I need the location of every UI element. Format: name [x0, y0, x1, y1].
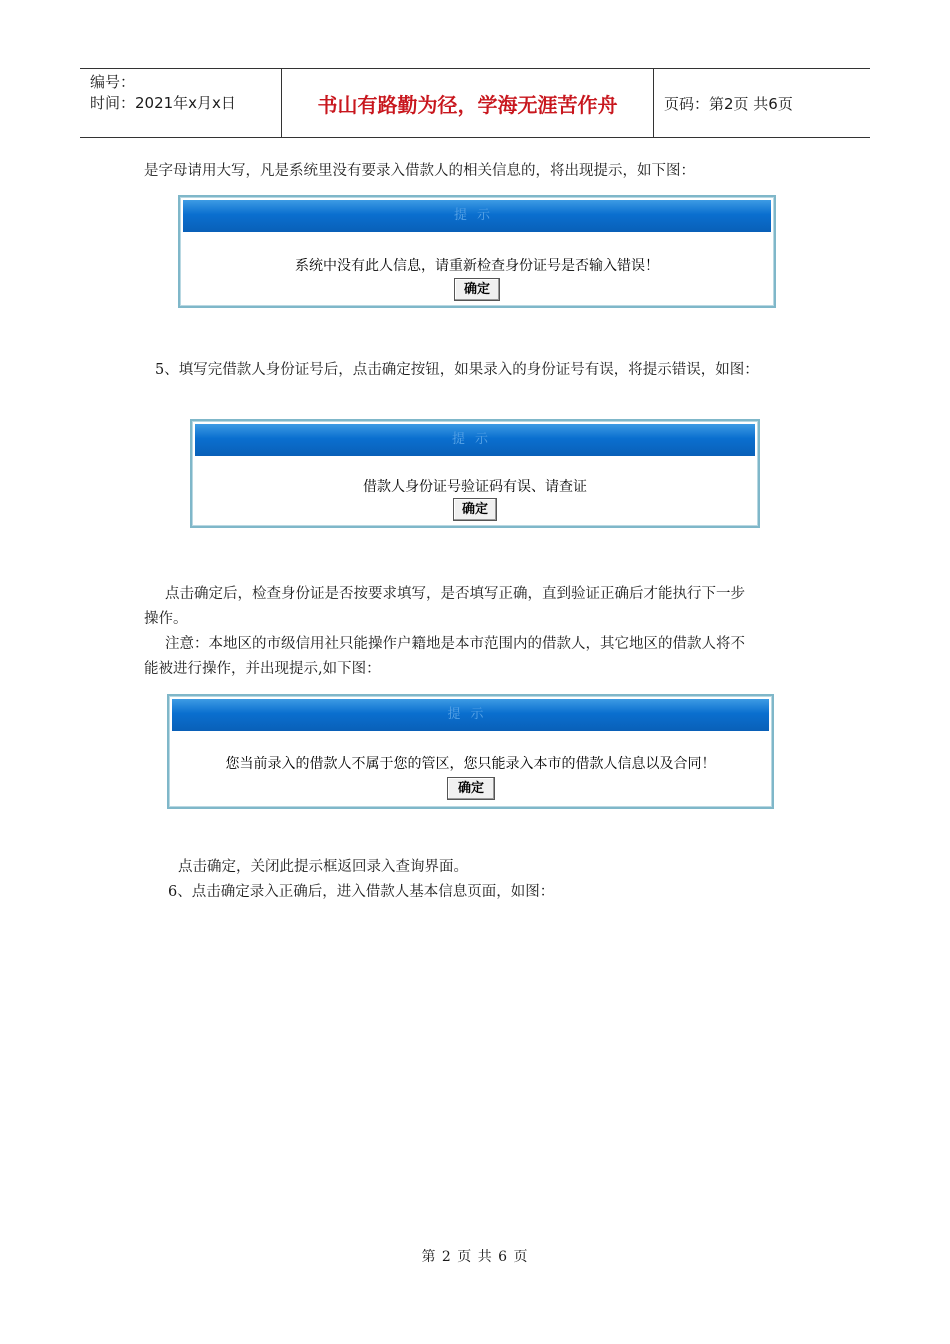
alert-dialog-no-info	[178, 195, 776, 308]
header-page-info: 页码：第2页 共6页	[664, 94, 793, 113]
paragraph-check-line2: 操作。	[144, 611, 188, 627]
dialog-title-bar: 提示	[183, 200, 771, 232]
dialog-title-bar: 提示	[172, 699, 769, 731]
dialog-message: 借款人身份证号验证码有误、请查证	[363, 479, 587, 495]
paragraph-step-5: 5、填写完借款人身份证号后，点击确定按钮，如果录入的身份证号有误，将提示错误，如图：	[155, 362, 759, 378]
page-footer: 第 2 页 共 6 页	[421, 1249, 529, 1265]
paragraph-note-line1: 注意：本地区的市级信用社只能操作户籍地是本市范围内的借款人，其它地区的借款人将不	[165, 636, 745, 652]
paragraph-intro: 是字母请用大写，凡是系统里没有要录入借款人的相关信息的，将出现提示，如下图：	[144, 163, 695, 179]
document-date: 时间：2021年x月x日	[90, 94, 236, 112]
alert-dialog-out-of-area	[167, 694, 774, 809]
paragraph-step-6: 6、点击确定录入正确后，进入借款人基本信息页面，如图：	[168, 884, 555, 900]
header-motto: 书山有路勤为径，学海无涯苦作舟	[282, 69, 654, 137]
paragraph-close-dialog: 点击确定，关闭此提示框返回录入查询界面。	[178, 859, 468, 875]
dialog-message: 系统中没有此人信息，请重新检查身份证号是否输入错误！	[295, 258, 659, 274]
dialog-title-bar: 提示	[195, 424, 755, 456]
confirm-button[interactable]: 确定	[447, 777, 495, 800]
paragraph-check-line1: 点击确定后，检查身份证是否按要求填写，是否填写正确，直到验证正确后才能执行下一步	[165, 586, 745, 602]
alert-dialog-id-invalid	[190, 419, 760, 528]
paragraph-note-line2: 能被进行操作，并出现提示,如下图：	[144, 661, 381, 677]
header-meta	[80, 69, 282, 137]
confirm-button[interactable]: 确定	[453, 498, 497, 521]
page-header	[80, 68, 870, 138]
dialog-message: 您当前录入的借款人不属于您的管区，您只能录入本市的借款人信息以及合同！	[225, 756, 716, 772]
confirm-button[interactable]: 确定	[454, 278, 500, 301]
document-number-label: 编号：	[90, 73, 136, 91]
